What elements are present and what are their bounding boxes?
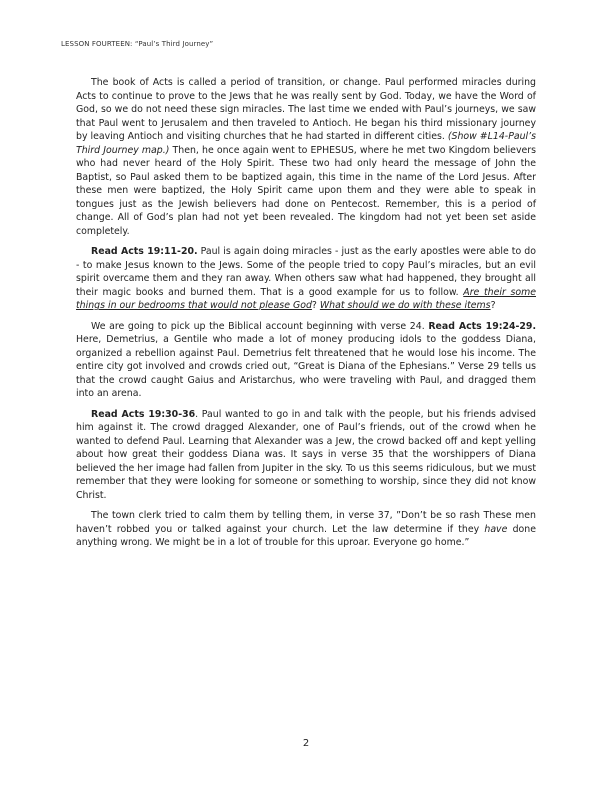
scripture-reference: Read Acts 19:30-36 [91,408,196,420]
paragraph-text: We are going to pick up the Biblical account beginning with verse 24. [91,320,429,332]
intro-text-1: The book of Acts is called a period of transition, or change. Paul performed miracles during Acts to continue to prove to the Jews that he was really sent by God. Today, we have the Word of God, so we do not need these sign miracles. The last time we ended with Paul’s journeys, we saw that Paul went to Jerusalem and then traveled to Antioch. He began his third missionary journey by leaving Antioch and visiting churches that he had started in different cities. [76,77,536,142]
paragraph-text: The town clerk tried to calm them by telling them, in verse 37, ”Don’t be so rash These men haven’t robbed you or talked against your church. Let the law determine if they [76,510,536,535]
paragraph-text: Paul is again doing miracles - just as the early apostles were able to do - to make Jesus known to the Jews. Some of the people tried to copy Paul’s miracles, but an evil spirit overcame them and they ran away. When others saw what had happened, they brought all their magic books and burned them. That is a good example for us to follow. [76,246,536,298]
page-number: 2 [302,738,310,749]
question-mark: ? [311,300,320,311]
discussion-question-1: Are their some things in our bedrooms that would not please God [76,286,536,311]
paragraph-text: done anything wrong. We might be in a lot of trouble for this uproar. Everyone go home.” [76,523,536,548]
question-mark: ? [490,300,496,311]
paragraph-text: Here, Demetrius, a Gentile who made a lot of money producing idols to the goddess Diana, organized a rebellion against Paul. Demetrius felt threatened that he would lose his income. The entire city got involved and crowds cried out, “Great is Diana of the Ephesians.” Verse 29 tells us that the crowd caught Gaius and Aristarchus, who were traveling with Paul, and dragged them into an arena. [76,334,536,399]
paragraph-acts-19-11 [76,245,536,313]
discussion-question-2: What should we do with these items [319,300,491,311]
paragraph-intro [76,76,536,238]
paragraph-text: . Paul wanted to go in and talk with the people, but his friends advised him against it. The crowd dragged Alexander, one of Paul’s friends, out of the crowd when he wanted to defend Paul. Learning that Alexander was a Jew, the crowd backed off and kept yelling about how great their goddess Diana was. It says in verse 35 that the worshippers of Diana believed the her image had fallen from Jupiter in the sky. To us this seems ridiculous, but we must remember that they were looking for someone or something to worship, since they did not know Christ. [76,408,537,501]
paragraph-town-clerk [76,509,536,550]
emphasis-word: have [484,523,508,535]
intro-text-2: Then, he once again went to EPHESUS, where he met two Kingdom believers who had never heard of the Holy Spirit. These two had only heard the message of John the Baptist, so Paul asked them to be baptized again, this time in the name of the Lord Jesus. After these men were baptized, the Holy Spirit came upon them and they were able to speak in tongues just as the Jewish believers had done on Pentecost. Remember, this is a period of change. All of God’s plan had not yet been revealed. The kingdom had not yet been set aside completely. [76,144,537,237]
lesson-header: LESSON FOURTEEN: “Paul’s Third Journey” [61,40,214,48]
map-reference: (Show #L14-Paul’s Third Journey map.) [76,131,537,156]
scripture-reference: Read Acts 19:24-29. [428,320,537,332]
lesson-body [76,76,536,557]
paragraph-acts-19-24 [76,320,536,401]
scripture-reference: Read Acts 19:11-20. [91,246,198,257]
paragraph-acts-19-30 [76,408,536,503]
